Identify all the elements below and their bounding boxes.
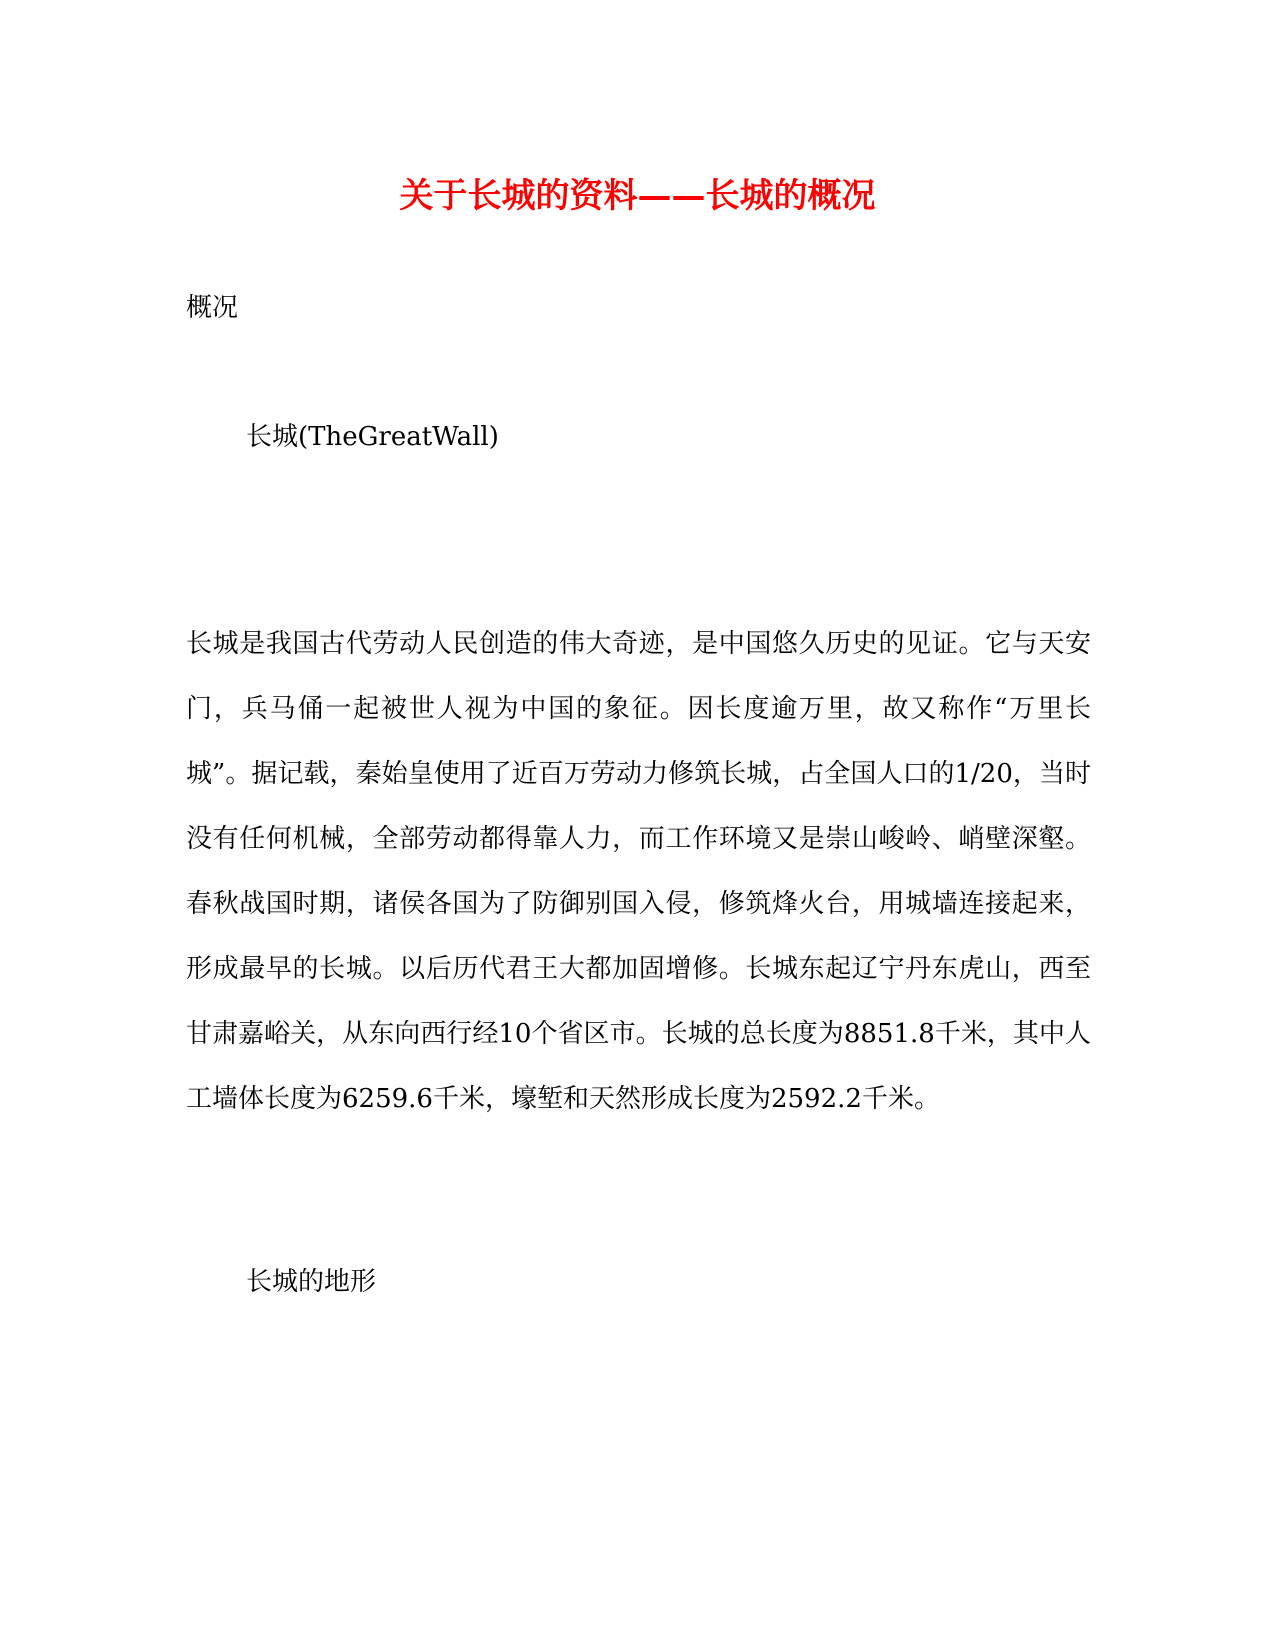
body-paragraph: 长城是我国古代劳动人民创造的伟大奇迹，是中国悠久历史的见证。它与天安门，兵马俑一起被世人视为中国的象征。因长度逾万里，故又称作“万里长城”。据记载，秦始皇使用了近百万劳动力修筑长城，占全国人口的1/20，当时没有任何机械，全部劳动都得靠人力，而工作环境又是崇山峻岭、峭壁深壑。春秋战国时期，诸侯各国为了防御别国入侵，修筑烽火台，用城墙连接起来，形成最早的长城。以后历代君王大都加固增修。长城东起辽宁丹东虎山，西至甘肃嘉峪关，从东向西行经10个省区市。长城的总长度为8851.8千米，其中人工墙体长度为6259.6千米，壕堑和天然形成长度为2592.2千米。 [186,629,1091,1114]
section-label: 概况 [186,293,239,323]
subheading-great-wall: 长城(TheGreatWall) [246,422,499,452]
document-title: 关于长城的资料——长城的概况 [399,176,876,216]
subheading-terrain: 长城的地形 [246,1267,377,1297]
